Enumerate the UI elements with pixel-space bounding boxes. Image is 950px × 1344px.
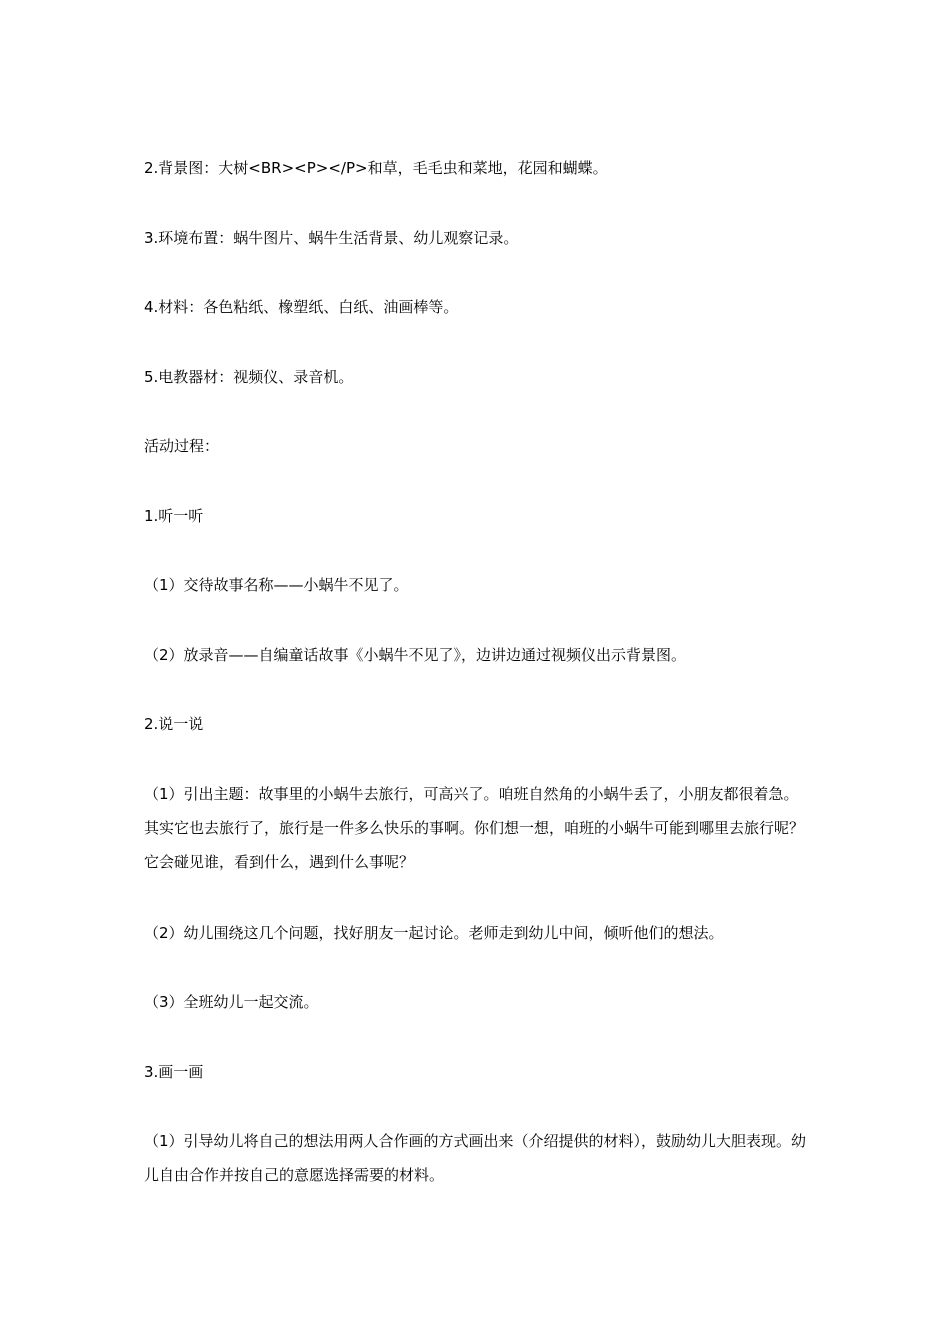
section-heading-activity-process: 活动过程： bbox=[144, 437, 220, 455]
paragraph-av-equipment: 5.电教器材：视频仪、录音机。 bbox=[144, 368, 354, 386]
step-heading-listen: 1.听一听 bbox=[144, 507, 204, 525]
paragraph-talk-3: （3）全班幼儿一起交流。 bbox=[144, 993, 319, 1011]
paragraph-listen-2: （2）放录音——自编童话故事《小蜗牛不见了》，边讲边通过视频仪出示背景图。 bbox=[144, 646, 687, 664]
step-heading-talk: 2.说一说 bbox=[144, 715, 204, 733]
paragraph-background-images: 2.背景图：大树<BR><P></P>和草，毛毛虫和菜地，花园和蝴蝶。 bbox=[144, 159, 608, 177]
paragraph-listen-1: （1）交待故事名称——小蜗牛不见了。 bbox=[144, 576, 409, 594]
paragraph-talk-1: （1）引出主题：故事里的小蜗牛去旅行，可高兴了。咱班自然角的小蜗牛丢了，小朋友都很着急。其实它也去旅行了，旅行是一件多么快乐的事啊。你们想一想，咱班的小蜗牛可能到哪里去旅行呢？它会碰见谁，看到什么，遇到什么事呢？ bbox=[144, 785, 805, 871]
paragraph-materials: 4.材料：各色粘纸、橡塑纸、白纸、油画棒等。 bbox=[144, 298, 459, 316]
paragraph-environment-setup: 3.环境布置：蜗牛图片、蜗牛生活背景、幼儿观察记录。 bbox=[144, 229, 519, 247]
paragraph-talk-2: （2）幼儿围绕这几个问题，找好朋友一起讨论。老师走到幼儿中间，倾听他们的想法。 bbox=[144, 924, 724, 942]
paragraph-draw-1: （1）引导幼儿将自己的想法用两人合作画的方式画出来（介绍提供的材料），鼓励幼儿大胆表现。幼儿自由合作并按自己的意愿选择需要的材料。 bbox=[144, 1132, 807, 1184]
step-heading-draw: 3.画一画 bbox=[144, 1063, 204, 1081]
